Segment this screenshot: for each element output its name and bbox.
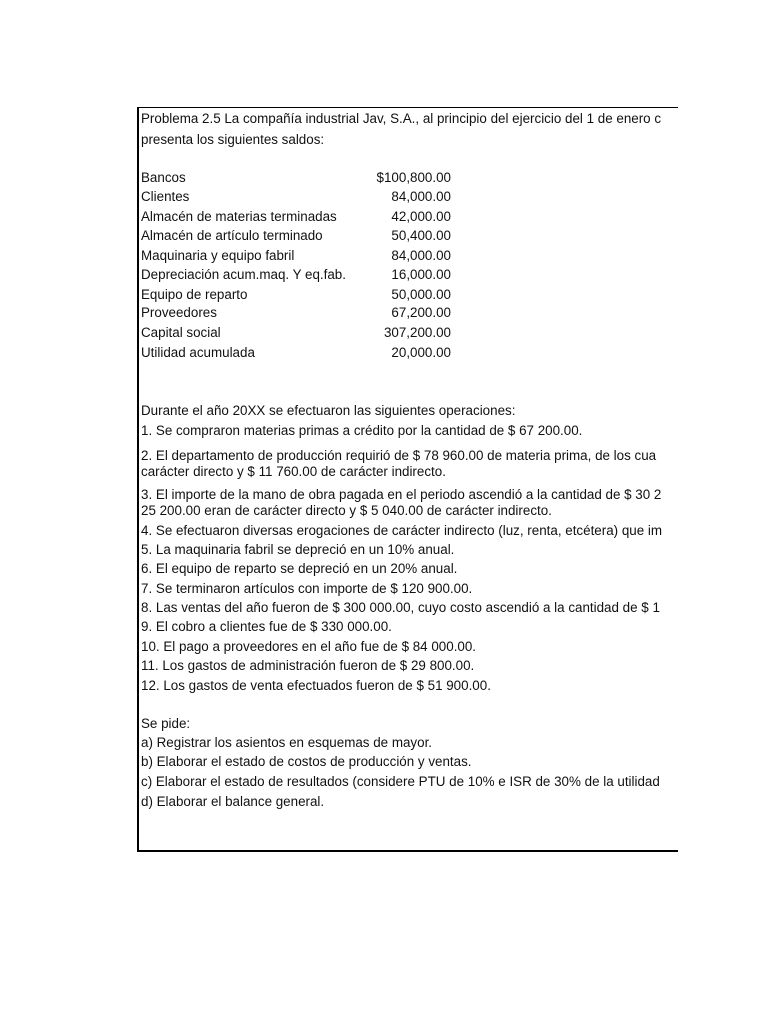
requirement-item: b) Elaborar el estado de costos de producción y ventas.: [141, 754, 472, 769]
balance-name: Bancos: [141, 170, 186, 185]
operation-item: 3. El importe de la mano de obra pagada en el periodo ascendió a la cantidad de $ 30 2: [141, 487, 662, 502]
balance-value: 50,400.00: [391, 228, 451, 243]
requirements-title: Se pide:: [141, 716, 191, 731]
requirement-item: d) Elaborar el balance general.: [141, 794, 325, 809]
balance-name: Capital social: [141, 325, 221, 340]
balance-name: Proveedores: [141, 305, 217, 320]
balance-name: Depreciación acum.maq. Y eq.fab.: [141, 267, 346, 282]
requirement-item: c) Elaborar el estado de resultados (considere PTU de 10% e ISR de 30% de la utilidad: [141, 774, 660, 789]
balance-value: 307,200.00: [383, 325, 451, 340]
operation-item-continued: 25 200.00 eran de carácter directo y $ 5 040.00 de carácter indirecto.: [141, 503, 552, 518]
balance-value: 20,000.00: [391, 345, 451, 360]
operation-item: 4. Se efectuaron diversas erogaciones de carácter indirecto (luz, renta, etcétera) que im: [141, 523, 663, 538]
balance-value: 67,200.00: [391, 305, 451, 320]
operation-item: 9. El cobro a clientes fue de $ 330 000.00.: [141, 619, 392, 634]
balance-value: 42,000.00: [391, 209, 451, 224]
operation-item: 7. Se terminaron artículos con importe de $ 120 900.00.: [141, 581, 473, 596]
operation-item: 1. Se compraron materias primas a crédito por la cantidad de $ 67 200.00.: [141, 423, 583, 438]
requirement-item: a) Registrar los asientos en esquemas de mayor.: [141, 735, 433, 750]
problem-header-line1: Problema 2.5 La compañía industrial Jav, S.A., al principio del ejercicio del 1 de enero c: [141, 111, 662, 126]
balance-name: Almacén de materias terminadas: [141, 209, 337, 224]
balance-value: $100,800.00: [376, 170, 451, 185]
balance-name: Equipo de reparto: [141, 287, 248, 302]
operation-item-continued: carácter directo y $ 11 760.00 de carácter indirecto.: [141, 464, 446, 479]
operation-item: 11. Los gastos de administración fueron de $ 29 800.00.: [141, 658, 475, 673]
balance-name: Almacén de artículo terminado: [141, 228, 323, 243]
operation-item: 2. El departamento de producción requirió de $ 78 960.00 de materia prima, de los cua: [141, 448, 657, 463]
balance-name: Utilidad acumulada: [141, 345, 255, 360]
operation-item: 5. La maquinaria fabril se depreció en un 10% anual.: [141, 542, 455, 557]
balance-value: 50,000.00: [391, 287, 451, 302]
operation-item: 10. El pago a proveedores en el año fue de $ 84 000.00.: [141, 639, 477, 654]
balance-name: Maquinaria y equipo fabril: [141, 248, 295, 263]
operation-item: 6. El equipo de reparto se depreció en un 20% anual.: [141, 561, 458, 576]
balance-value: 84,000.00: [391, 248, 451, 263]
balance-value: 16,000.00: [391, 267, 451, 282]
operation-item: 8. Las ventas del año fueron de $ 300 000.00, cuyo costo ascendió a la cantidad de $ 1: [141, 600, 660, 615]
problem-header-line2: presenta los siguientes saldos:: [141, 132, 325, 147]
operation-item: 12. Los gastos de venta efectuados fueron de $ 51 900.00.: [141, 678, 491, 693]
operations-intro: Durante el año 20XX se efectuaron las siguientes operaciones:: [141, 403, 516, 418]
balance-name: Clientes: [141, 189, 190, 204]
document-sheet: [137, 107, 678, 852]
balance-value: 84,000.00: [391, 189, 451, 204]
